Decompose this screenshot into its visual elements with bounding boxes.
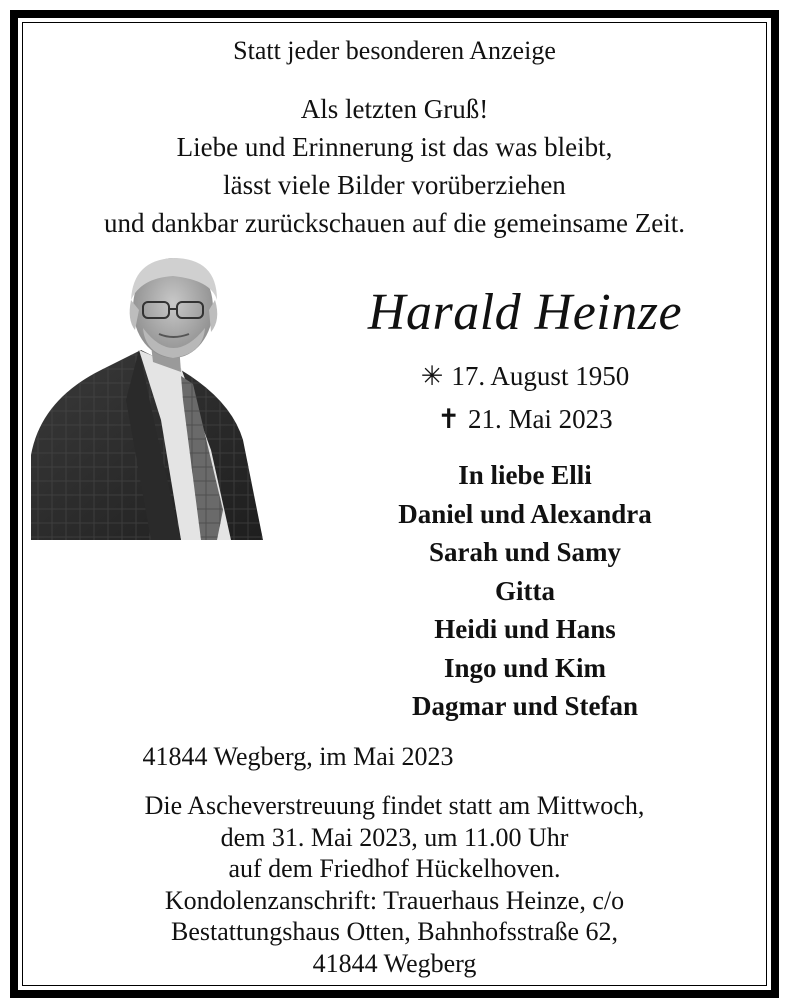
portrait-image (31, 250, 263, 540)
quote-line: Liebe und Erinnerung ist das was bleibt, (176, 132, 613, 162)
obituary-frame (10, 10, 779, 998)
asterisk-birth-icon: ✳ (420, 361, 444, 391)
details-line: Bestattungshaus Otten, Bahnhofsstraße 62, (171, 917, 618, 946)
details-line: dem 31. Mai 2023, um 11.00 Uhr (220, 822, 569, 852)
mourner-line: Daniel und Alexandra (398, 498, 652, 529)
deceased-name: Harald Heinze (367, 284, 683, 341)
birth-date: 17. August 1950 (451, 361, 630, 391)
place-date: 41844 Wegberg, im Mai 2023 (142, 742, 454, 771)
mourner-line: Ingo und Kim (443, 652, 607, 683)
details-line: 41844 Wegberg (312, 948, 477, 978)
death-date-line (280, 404, 770, 435)
quote-line: und dankbar zurückschauen auf die gemeinsame Zeit. (103, 208, 685, 238)
mourner-line: Sarah und Samy (428, 537, 622, 567)
ceremony-details (18, 790, 771, 979)
death-date: 21. Mai 2023 (467, 404, 613, 434)
cross-death-icon: ✝ (437, 404, 460, 434)
details-line: Die Ascheverstreuung findet statt am Mittwoch, (144, 791, 645, 820)
details-line: auf dem Friedhof Hückelhoven. (228, 854, 561, 883)
birth-date-line (280, 361, 770, 392)
mourners-list (280, 456, 770, 726)
details-line: Kondolenzanschrift: Trauerhaus Heinze, c/o (164, 885, 625, 915)
mourner-line: Gitta (495, 575, 555, 606)
header-text: Statt jeder besonderen Anzeige (233, 36, 556, 65)
portrait-photo (31, 250, 263, 540)
mourner-line: Dagmar und Stefan (411, 691, 639, 721)
mourner-line: Heidi und Hans (434, 614, 616, 644)
memorial-quote (18, 90, 771, 242)
quote-line: Als letzten Gruß! (300, 94, 489, 124)
mourner-line: In liebe Elli (458, 460, 592, 490)
quote-line: lässt viele Bilder vorüberziehen (223, 170, 566, 200)
